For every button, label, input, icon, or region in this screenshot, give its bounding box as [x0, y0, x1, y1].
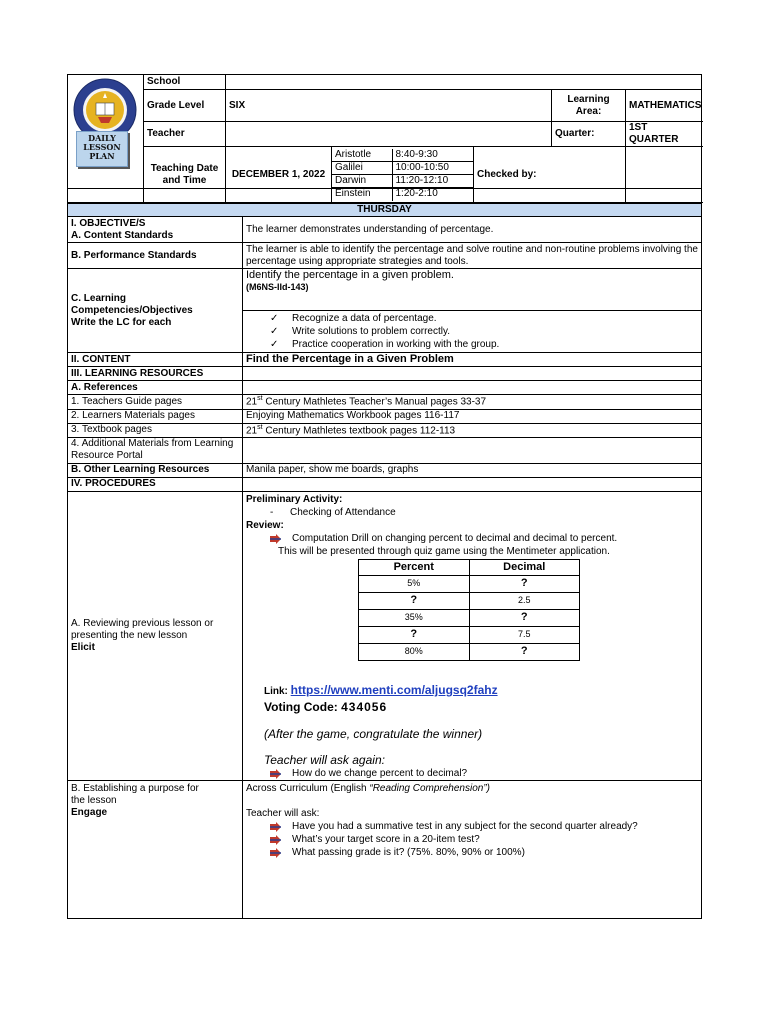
voting-code-value: 434056	[341, 699, 388, 714]
arrow-bullet-icon	[270, 848, 281, 858]
content-standards-value: The learner demonstrates understanding of percentage.	[243, 217, 702, 243]
badge-line: LESSON	[83, 142, 121, 152]
engage-label: Engage	[71, 807, 108, 819]
checked-by-label: Checked by:	[474, 147, 626, 203]
check-icon: ✓	[270, 326, 279, 337]
objective-text: Write solutions to problem correctly.	[292, 326, 451, 337]
objective-text: Practice cooperation in working with the group.	[292, 339, 500, 350]
drill-cell: ?	[469, 575, 580, 592]
teacher-ask-again: Teacher will ask again:	[264, 752, 385, 767]
procedures-value	[243, 477, 702, 491]
purpose-content-cell	[243, 781, 702, 919]
objectives-list-cell	[243, 311, 702, 353]
tb-number: 21	[246, 424, 258, 436]
drill-text-2: This will be presented through quiz game using the Mentimeter application.	[278, 545, 610, 557]
drill-item	[246, 532, 698, 545]
purpose-label-line: B. Establishing a purpose for	[71, 783, 199, 795]
learning-area-label: Learning Area:	[552, 90, 626, 122]
day-header: THURSDAY	[68, 204, 702, 217]
grade-level-label: Grade Level	[144, 90, 226, 122]
link-label: Link:	[264, 685, 288, 697]
dash-icon: -	[270, 506, 274, 518]
purpose-label-cell	[68, 781, 243, 919]
teachers-guide-value	[243, 395, 702, 409]
competencies-label-line: Competencies/Objectives	[71, 304, 193, 316]
badge-line: PLAN	[89, 151, 115, 161]
header-table	[67, 74, 702, 203]
ask-again-list	[246, 767, 698, 780]
link-line	[246, 683, 698, 698]
additional-materials-value	[243, 437, 702, 463]
tg-number: 21	[246, 396, 258, 408]
arrow-bullet-icon	[270, 534, 281, 544]
additional-materials-label: 4. Additional Materials from Learning Resource Portal	[68, 437, 243, 463]
school-value	[226, 75, 702, 90]
tg-suffix: st	[257, 395, 263, 403]
objective-text: Recognize a data of percentage.	[292, 313, 437, 324]
section-time: 10:00-10:50	[392, 162, 474, 175]
objective-item	[246, 312, 698, 325]
competencies-label-cell	[68, 269, 243, 353]
section-time: 1:20-2:10	[392, 188, 474, 201]
check-icon: ✓	[270, 313, 279, 324]
drill-cell: 2.5	[469, 592, 580, 609]
attendance-item	[246, 506, 698, 519]
drill-cell: ?	[359, 592, 470, 609]
review-label-line: A. Reviewing previous lesson or	[71, 617, 214, 629]
objective-item	[246, 338, 698, 351]
competency-title: Identify the percentage in a given problem.	[246, 269, 454, 281]
quarter-label: Quarter:	[552, 122, 626, 147]
resources-label: III. LEARNING RESOURCES	[68, 367, 243, 381]
across-curriculum	[246, 783, 698, 795]
drill-cell: ?	[469, 609, 580, 626]
drill-cell: ?	[469, 643, 580, 660]
section-name: Einstein	[332, 188, 392, 201]
tg-text: Century Mathletes Teacher’s Manual pages 33-37	[262, 396, 487, 408]
preliminary-title: Preliminary Activity:	[246, 493, 343, 505]
content-standards-label: A. Content Standards	[71, 229, 174, 241]
learners-materials-value: Enjoying Mathematics Workbook pages 116-117	[243, 409, 702, 423]
drill-text: Computation Drill on changing percent to decimal and decimal to percent.	[292, 532, 618, 544]
textbook-label: 3. Textbook pages	[68, 423, 243, 437]
arrow-bullet-icon	[270, 822, 281, 832]
daily-lesson-plan-badge	[76, 131, 128, 167]
spacer-row	[68, 189, 702, 204]
attendance-text: Checking of Attendance	[290, 506, 396, 518]
other-resources-label: B. Other Learning Resources	[68, 463, 243, 477]
other-resources-value: Manila paper, show me boards, graphs	[243, 463, 702, 477]
competency-code: (M6NS-IId-143)	[246, 282, 309, 293]
review-label-line: presenting the new lesson	[71, 629, 188, 641]
references-value	[243, 381, 702, 395]
arrow-bullet-icon	[270, 769, 281, 779]
teaching-date-label: Teaching Date and Time	[144, 147, 226, 203]
ask-again-question: How do we change percent to decimal?	[292, 768, 468, 780]
voting-code-line	[246, 700, 698, 714]
drill-header-percent: Percent	[359, 559, 470, 575]
tb-text: Century Mathletes textbook pages 112-113	[262, 424, 456, 436]
badge-line: DAILY	[88, 133, 116, 143]
section-time: 11:20-12:10	[392, 175, 474, 188]
date-value: DECEMBER 1, 2022	[226, 147, 332, 203]
drill-cell: ?	[359, 626, 470, 643]
review-content-cell	[243, 491, 702, 780]
check-icon: ✓	[270, 339, 279, 350]
engage-question	[246, 833, 698, 846]
teachers-guide-label: 1. Teachers Guide pages	[68, 395, 243, 409]
drill-list	[246, 532, 698, 545]
drill-table	[358, 559, 580, 661]
ask-again-item	[246, 767, 698, 780]
competencies-label-line: Write the LC for each	[71, 316, 172, 328]
engage-question-text: What passing grade is it? (75%. 80%, 90% or 100%)	[292, 847, 525, 859]
objectives-list	[246, 312, 698, 351]
teacher-value	[226, 122, 552, 147]
content-label: II. CONTENT	[68, 353, 243, 367]
drill-header-decimal: Decimal	[469, 559, 580, 575]
school-label: School	[144, 75, 226, 90]
voting-code-label: Voting Code:	[264, 699, 338, 714]
section-time: 8:40-9:30	[392, 149, 474, 162]
lesson-table	[67, 188, 702, 919]
purpose-label-line: the lesson	[71, 795, 117, 807]
elicit-label: Elicit	[71, 641, 95, 653]
content-value: Find the Percentage in a Given Problem	[243, 353, 702, 367]
performance-standards-value: The learner is able to identify the percentage and solve routine and non-routine problems involving the percentage using appropriate strategies and tools.	[243, 243, 702, 269]
across-curriculum-text: Across Curriculum (English	[246, 783, 370, 795]
textbook-value	[243, 423, 702, 437]
engage-question-text: What’s your target score in a 20-item test?	[292, 834, 480, 846]
engage-question	[246, 846, 698, 859]
drill-cell: 35%	[359, 609, 470, 626]
quarter-value: 1ST QUARTER	[626, 122, 702, 147]
resources-value	[243, 367, 702, 381]
drill-cell: 80%	[359, 643, 470, 660]
across-curriculum-italic: “Reading Comprehension”)	[369, 783, 490, 795]
engage-questions-list	[246, 820, 698, 859]
learning-area-value: MATHEMATICS	[626, 90, 702, 122]
teacher-will-ask: Teacher will ask:	[246, 808, 320, 820]
performance-standards-label: B. Performance Standards	[68, 243, 243, 269]
references-label: A. References	[68, 381, 243, 395]
competency-cell	[243, 269, 702, 311]
menti-link[interactable]: https://www.menti.com/aljugsq2fahz	[290, 682, 498, 697]
drill-cell: 5%	[359, 575, 470, 592]
grade-level-value: SIX	[226, 90, 552, 122]
tb-suffix: st	[257, 423, 263, 431]
review-label-cell	[68, 491, 243, 780]
section-name: Darwin	[332, 175, 392, 188]
arrow-bullet-icon	[270, 835, 281, 845]
objectives-label: I. OBJECTIVE/S	[71, 217, 146, 229]
objectives-label-cell	[68, 217, 243, 243]
section-name: Aristotle	[332, 149, 392, 162]
learners-materials-label: 2. Learners Materials pages	[68, 409, 243, 423]
section-name: Galilei	[332, 162, 392, 175]
objective-item	[246, 325, 698, 338]
logo-cell	[68, 75, 144, 203]
after-game-note: (After the game, congratulate the winner)	[264, 727, 483, 742]
competencies-label-line: C. Learning	[71, 292, 127, 304]
review-title: Review:	[246, 519, 284, 531]
engage-question	[246, 820, 698, 833]
teacher-label: Teacher	[144, 122, 226, 147]
procedures-label: IV. PROCEDURES	[68, 477, 243, 491]
engage-question-text: Have you had a summative test in any subject for the second quarter already?	[292, 821, 638, 833]
drill-cell: 7.5	[469, 626, 580, 643]
